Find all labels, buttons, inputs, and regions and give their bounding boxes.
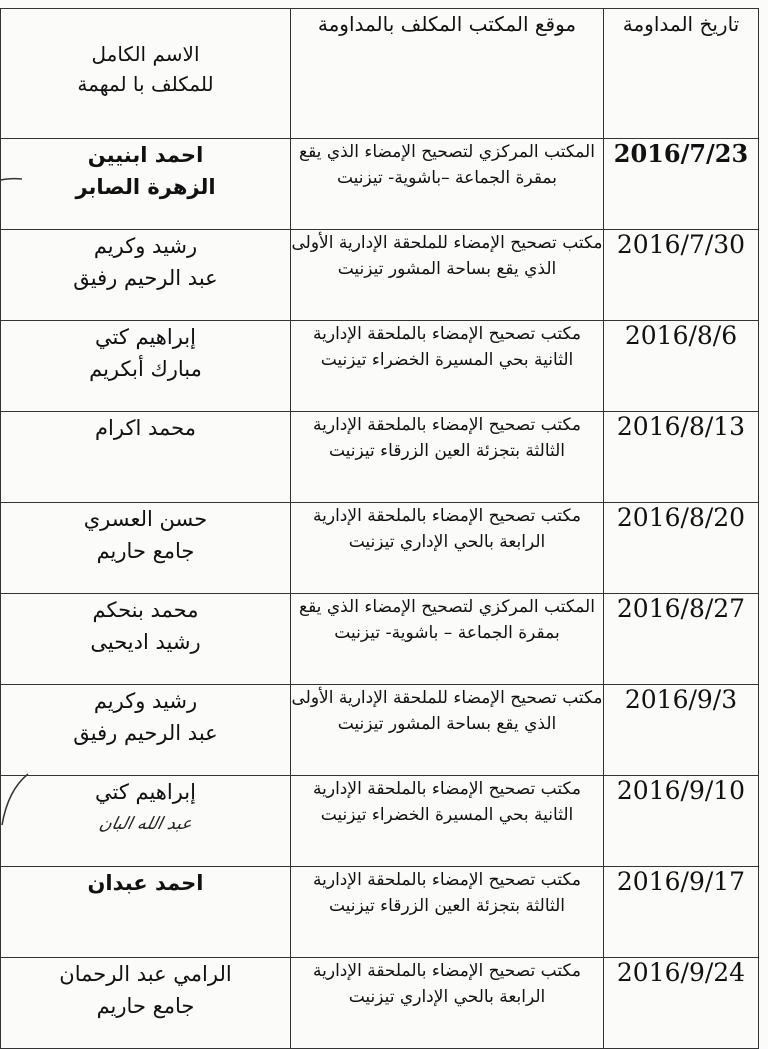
handwritten-signature: عبد الله البان — [97, 814, 194, 834]
office-location: مكتب تصحيح الإمضاء بالملحقة الإدارية الثالثة بتجزئة العين الزرقاء تيزنيت — [291, 412, 604, 503]
office-location: مكتب تصحيح الإمضاء بالملحقة الإدارية الثانية بحي المسيرة الخضراء تيزنيت — [291, 776, 604, 867]
assignee-name: جامع حاريم — [96, 994, 195, 1018]
table-row — [1, 776, 759, 867]
header-date: تاريخ المداومة — [604, 9, 759, 139]
duty-date: 2016/9/10 — [604, 776, 759, 867]
table-row — [1, 139, 759, 230]
assignee-names — [1, 412, 291, 503]
table-row — [1, 503, 759, 594]
assignee-names — [1, 139, 291, 230]
assignee-names — [1, 503, 291, 594]
table-row — [1, 958, 759, 1049]
duty-date: 2016/9/17 — [604, 867, 759, 958]
assignee-name: رشيد وكريم — [93, 689, 198, 713]
duty-date: 2016/7/23 — [604, 139, 759, 230]
assignee-name: احمد عبدان — [87, 871, 204, 895]
office-location: مكتب تصحيح الإمضاء بالملحقة الإدارية الثانية بحي المسيرة الخضراء تيزنيت — [291, 321, 604, 412]
office-location: المكتب المركزي لتصحيح الإمضاء الذي يقع بمقرة الجماعة – باشوية- تيزنيت — [291, 594, 604, 685]
assignee-names — [1, 321, 291, 412]
table-row — [1, 685, 759, 776]
duty-date: 2016/8/6 — [604, 321, 759, 412]
assignee-name: احمد ابنيين — [87, 143, 204, 167]
header-name-line2: للمكلف با لمهمة — [77, 72, 214, 96]
assignee-names — [1, 958, 291, 1049]
assignee-name: عبد الرحيم رفيق — [73, 721, 218, 745]
table-row — [1, 321, 759, 412]
header-name-line1: الاسم الكامل — [91, 42, 200, 66]
assignee-name: محمد بنحكم — [92, 598, 199, 622]
assignee-name: رشيد وكريم — [93, 234, 198, 258]
table-row — [1, 412, 759, 503]
assignee-name: عبد الرحيم رفيق — [73, 266, 218, 290]
assignee-names — [1, 230, 291, 321]
assignee-name: الرامي عبد الرحمان — [59, 962, 232, 986]
assignee-name: إبراهيم كتي — [94, 780, 196, 804]
table-row — [1, 594, 759, 685]
assignee-name: إبراهيم كتي — [94, 325, 196, 349]
assignee-names — [1, 867, 291, 958]
office-location: مكتب تصحيح الإمضاء للملحقة الإدارية الأولى الذي يقع بساحة المشور تيزنيت — [291, 230, 604, 321]
duty-date: 2016/8/20 — [604, 503, 759, 594]
assignee-names — [1, 594, 291, 685]
assignee-names — [1, 776, 291, 867]
header-location: موقع المكتب المكلف بالمداومة — [291, 9, 604, 139]
duty-date: 2016/8/27 — [604, 594, 759, 685]
duty-schedule-table — [0, 8, 759, 1049]
duty-date: 2016/7/30 — [604, 230, 759, 321]
duty-date: 2016/9/3 — [604, 685, 759, 776]
office-location: مكتب تصحيح الإمضاء بالملحقة الإدارية الرابعة بالحي الإداري تيزنيت — [291, 958, 604, 1049]
duty-date: 2016/9/24 — [604, 958, 759, 1049]
assignee-name: محمد اكرام — [95, 416, 196, 440]
assignee-name: حسن العسري — [83, 507, 208, 531]
table-row — [1, 230, 759, 321]
table-header-row — [1, 9, 759, 139]
assignee-name: مبارك أبكريم — [89, 357, 202, 381]
header-full-name — [1, 9, 291, 139]
duty-date: 2016/8/13 — [604, 412, 759, 503]
office-location: المكتب المركزي لتصحيح الإمضاء الذي يقع بمقرة الجماعة –باشوية- تيزنيت — [291, 139, 604, 230]
assignee-name: رشيد اديحيى — [90, 630, 201, 654]
table-body — [1, 139, 759, 1049]
assignee-name: الزهرة الصابر — [75, 175, 216, 199]
assignee-names — [1, 685, 291, 776]
table-row — [1, 867, 759, 958]
office-location: مكتب تصحيح الإمضاء للملحقة الإدارية الأولى الذي يقع بساحة المشور تيزنيت — [291, 685, 604, 776]
office-location: مكتب تصحيح الإمضاء بالملحقة الإدارية الثالثة بتجزئة العين الزرقاء تيزنيت — [291, 867, 604, 958]
assignee-name: جامع حاريم — [96, 539, 195, 563]
office-location: مكتب تصحيح الإمضاء بالملحقة الإدارية الرابعة بالحي الإداري تيزنيت — [291, 503, 604, 594]
